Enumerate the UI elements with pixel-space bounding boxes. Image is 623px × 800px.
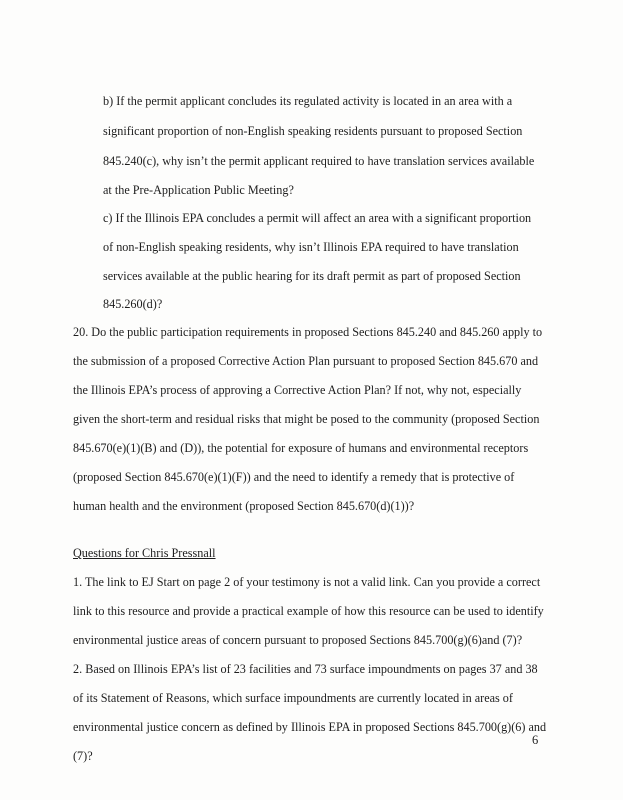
item-c-line-2: of non-English speaking residents, why isn’t Illinois EPA required to have translation bbox=[103, 240, 519, 254]
item-c-line-3: services available at the public hearing for its draft permit as part of proposed Section bbox=[103, 269, 521, 283]
item-b-line-3: 845.240(c), why isn’t the permit applicant required to have translation services available bbox=[103, 154, 535, 168]
pressnall-q1-line-1: 1. The link to EJ Start on page 2 of your testimony is not a valid link. Can you provide a correct bbox=[73, 575, 541, 589]
item-b-line-1: b) If the permit applicant concludes its regulated activity is located in an area with a bbox=[103, 94, 513, 108]
item-c-line-4: 845.260(d)? bbox=[103, 297, 163, 311]
page-number: 6 bbox=[532, 733, 539, 747]
question-20-line-5: 845.670(e)(1)(B) and (D)), the potential for exposure of humans and environmental receptors bbox=[73, 441, 529, 455]
pressnall-q1-line-3: environmental justice areas of concern pursuant to proposed Sections 845.700(g)(6)and (7)? bbox=[73, 633, 523, 647]
item-b-line-4: at the Pre-Application Public Meeting? bbox=[103, 183, 294, 197]
item-c-line-1: c) If the Illinois EPA concludes a permit will affect an area with a significant proportion bbox=[103, 211, 532, 225]
pressnall-q2-line-2: of its Statement of Reasons, which surface impoundments are currently located in areas of bbox=[73, 691, 513, 705]
question-20-line-7: human health and the environment (proposed Section 845.670(d)(1))? bbox=[73, 499, 415, 513]
question-20-line-1: 20. Do the public participation requirements in proposed Sections 845.240 and 845.260 apply to bbox=[73, 325, 543, 339]
pressnall-q1-line-2: link to this resource and provide a practical example of how this resource can be used to identify bbox=[73, 604, 544, 618]
pressnall-q2-line-3: environmental justice concern as defined by Illinois EPA in proposed Sections 845.700(g)(6) and bbox=[73, 720, 547, 734]
question-20-line-3: the Illinois EPA’s process of approving a Corrective Action Plan? If not, why not, especially bbox=[73, 383, 522, 397]
question-20-line-6: (proposed Section 845.670(e)(1)(F)) and the need to identify a remedy that is protective of bbox=[73, 470, 515, 484]
pressnall-q2-line-4: (7)? bbox=[73, 749, 93, 763]
section-heading: Questions for Chris Pressnall bbox=[73, 546, 216, 560]
question-20-line-4: given the short-term and residual risks that might be posed to the community (proposed Section bbox=[73, 412, 540, 426]
pressnall-q2-line-1: 2. Based on Illinois EPA’s list of 23 facilities and 73 surface impoundments on pages 37 and 38 bbox=[73, 662, 538, 676]
question-20-line-2: the submission of a proposed Corrective Action Plan pursuant to proposed Section 845.670 and bbox=[73, 354, 539, 368]
item-b-line-2: significant proportion of non-English speaking residents pursuant to proposed Section bbox=[103, 124, 523, 138]
